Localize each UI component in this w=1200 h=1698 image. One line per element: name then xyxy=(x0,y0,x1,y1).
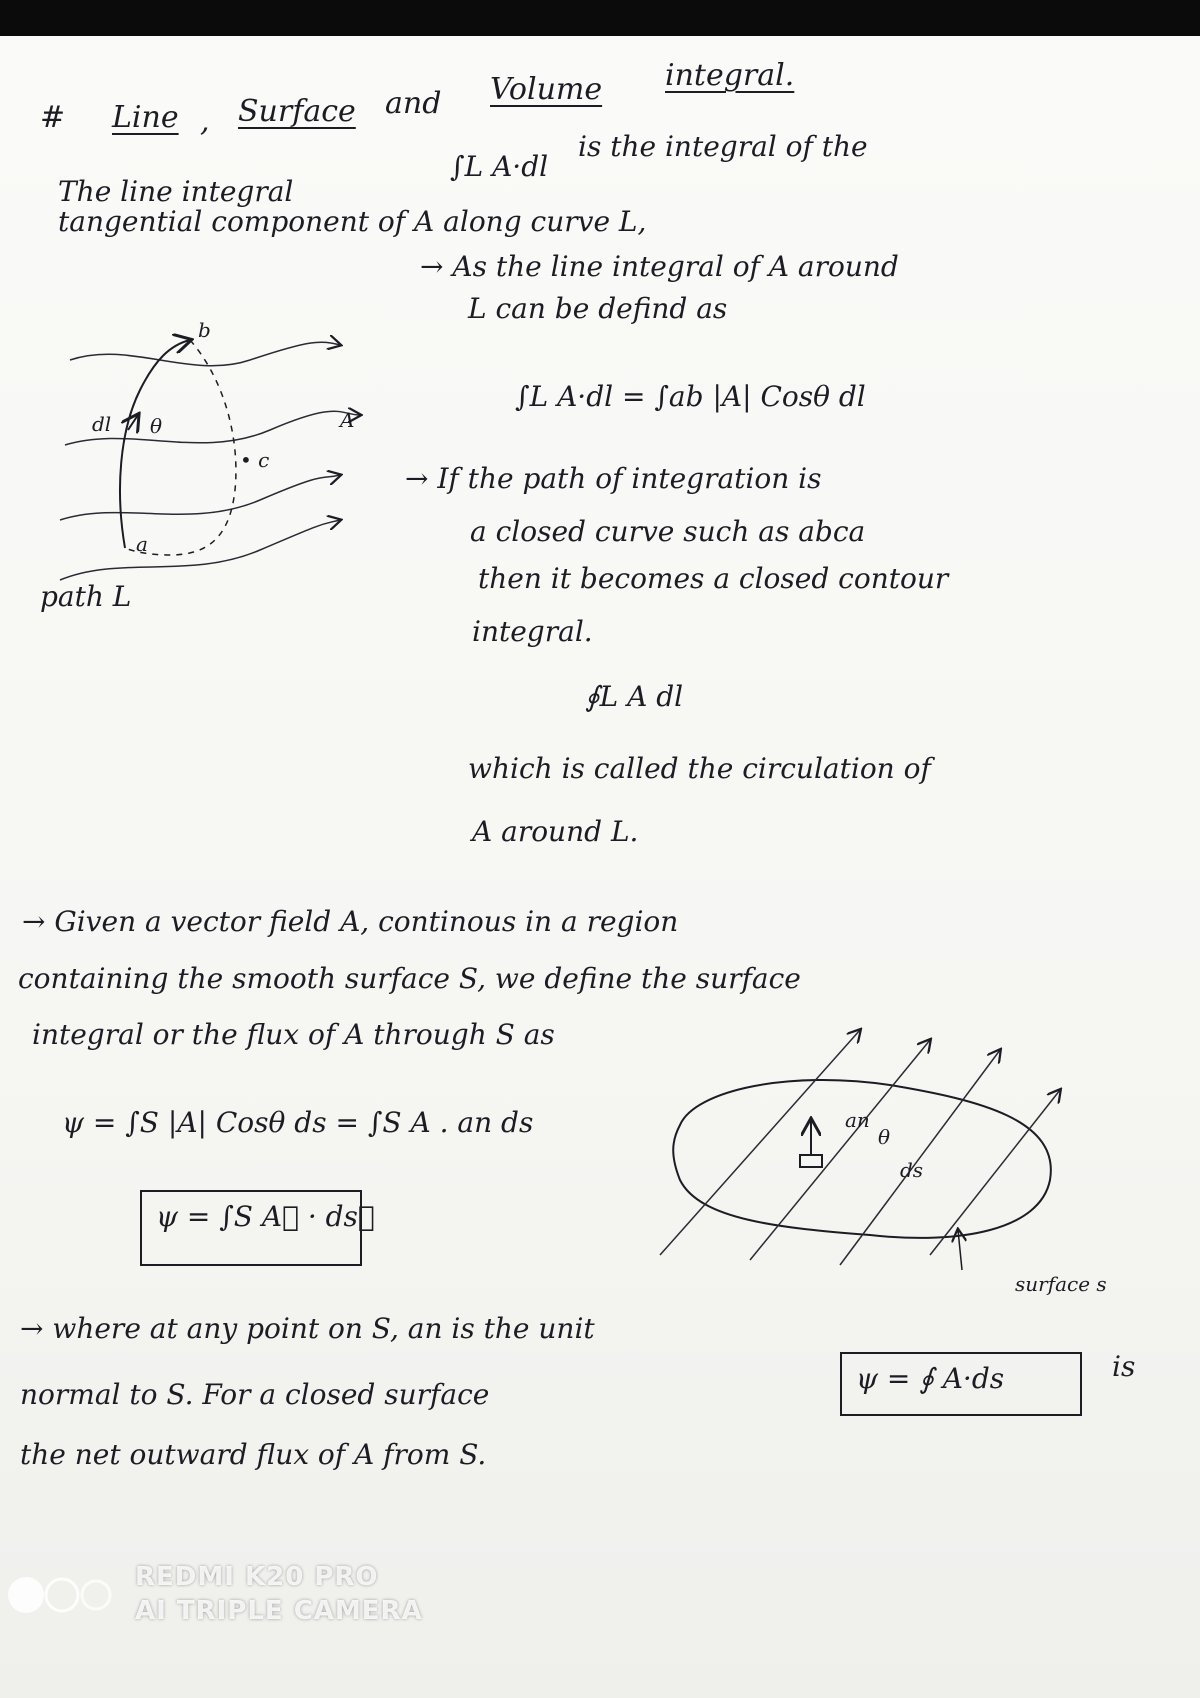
fig1-label-b: b xyxy=(198,318,211,342)
para1-line1-end: is the integral of the xyxy=(578,130,868,163)
para4-line2: normal to S. For a closed surface xyxy=(20,1378,490,1411)
fig2-label-surface: surface s xyxy=(1015,1272,1107,1296)
heading-volume: Volume xyxy=(490,72,603,107)
fig1-label-path: path L xyxy=(40,580,132,613)
closed-contour-equation: ∮L A dl xyxy=(585,680,684,713)
watermark-line1: REDMI K20 PRO xyxy=(135,1562,379,1592)
para1-line1-integral: ∫L A·dl xyxy=(450,150,549,183)
closing-dashed-path xyxy=(125,340,236,555)
para1-line4: L can be defind as xyxy=(468,292,728,325)
field-line-3 xyxy=(60,475,340,520)
surface-flux-figure xyxy=(640,1030,1080,1270)
fig2-label-theta: θ xyxy=(878,1125,891,1149)
para1-line1-start: The line integral xyxy=(58,175,294,208)
heading-line: Line xyxy=(112,100,179,135)
para3-line2: containing the smooth surface S, we define the surface xyxy=(18,962,801,995)
top-dark-border xyxy=(0,0,1200,40)
para2-line2: a closed curve such as abca xyxy=(470,515,866,548)
heading-comma: , xyxy=(200,104,210,139)
para1-line2: tangential component of A along curve L, xyxy=(58,205,647,238)
para4-line3: the net outward flux of A from S. xyxy=(20,1438,487,1471)
para2-line1: → If the path of integration is xyxy=(405,462,822,495)
para2-line6: A around L. xyxy=(472,815,639,848)
camera-watermark xyxy=(135,1560,423,1628)
fig2-label-an: an xyxy=(845,1108,870,1132)
flux-arrow-2 xyxy=(750,1040,930,1260)
closed-surface-flux-box: ψ = ∮ A·ds xyxy=(840,1352,1082,1416)
watermark-line2: AI TRIPLE CAMERA xyxy=(135,1596,423,1626)
fig1-label-A: A xyxy=(340,408,355,432)
heading-hash: # xyxy=(40,100,66,135)
fig1-label-theta: θ xyxy=(150,414,163,438)
fig1-label-dl: dl xyxy=(92,412,112,436)
fig1-label-a: a xyxy=(136,532,148,556)
para4-line1: → where at any point on S, an is the unit xyxy=(20,1312,595,1345)
line-integral-equation: ∫L A·dl = ∫ab |A| Cosθ dl xyxy=(515,380,866,413)
para3-line3: integral or the flux of A through S as xyxy=(32,1018,555,1051)
para3-line1: → Given a vector field A, continous in a region xyxy=(22,905,679,938)
para2-line3: then it becomes a closed contour xyxy=(478,562,949,595)
para4-line2-is: is xyxy=(1112,1350,1136,1383)
fig1-label-c: • c xyxy=(240,448,270,472)
heading-and: and xyxy=(385,86,442,121)
heading-surface: Surface xyxy=(238,94,356,129)
heading-integral: integral. xyxy=(665,58,795,93)
path-curve-abc xyxy=(120,340,190,548)
field-line-1 xyxy=(70,342,340,366)
camera-watermark-logo xyxy=(4,1575,124,1625)
ds-element xyxy=(800,1155,822,1167)
fig2-label-ds: ds xyxy=(900,1158,924,1182)
para1-line3: → As the line integral of A around xyxy=(420,250,899,283)
para2-line4: integral. xyxy=(472,615,593,648)
flux-boxed-equation: ψ = ∫S A⃗ · ds⃗ xyxy=(140,1190,362,1266)
flux-arrow-4 xyxy=(930,1090,1060,1255)
para2-line5: which is called the circulation of xyxy=(468,752,931,785)
surface-outline xyxy=(673,1080,1051,1238)
flux-equation: ψ = ∫S |A| Cosθ ds = ∫S A . an ds xyxy=(62,1106,534,1139)
